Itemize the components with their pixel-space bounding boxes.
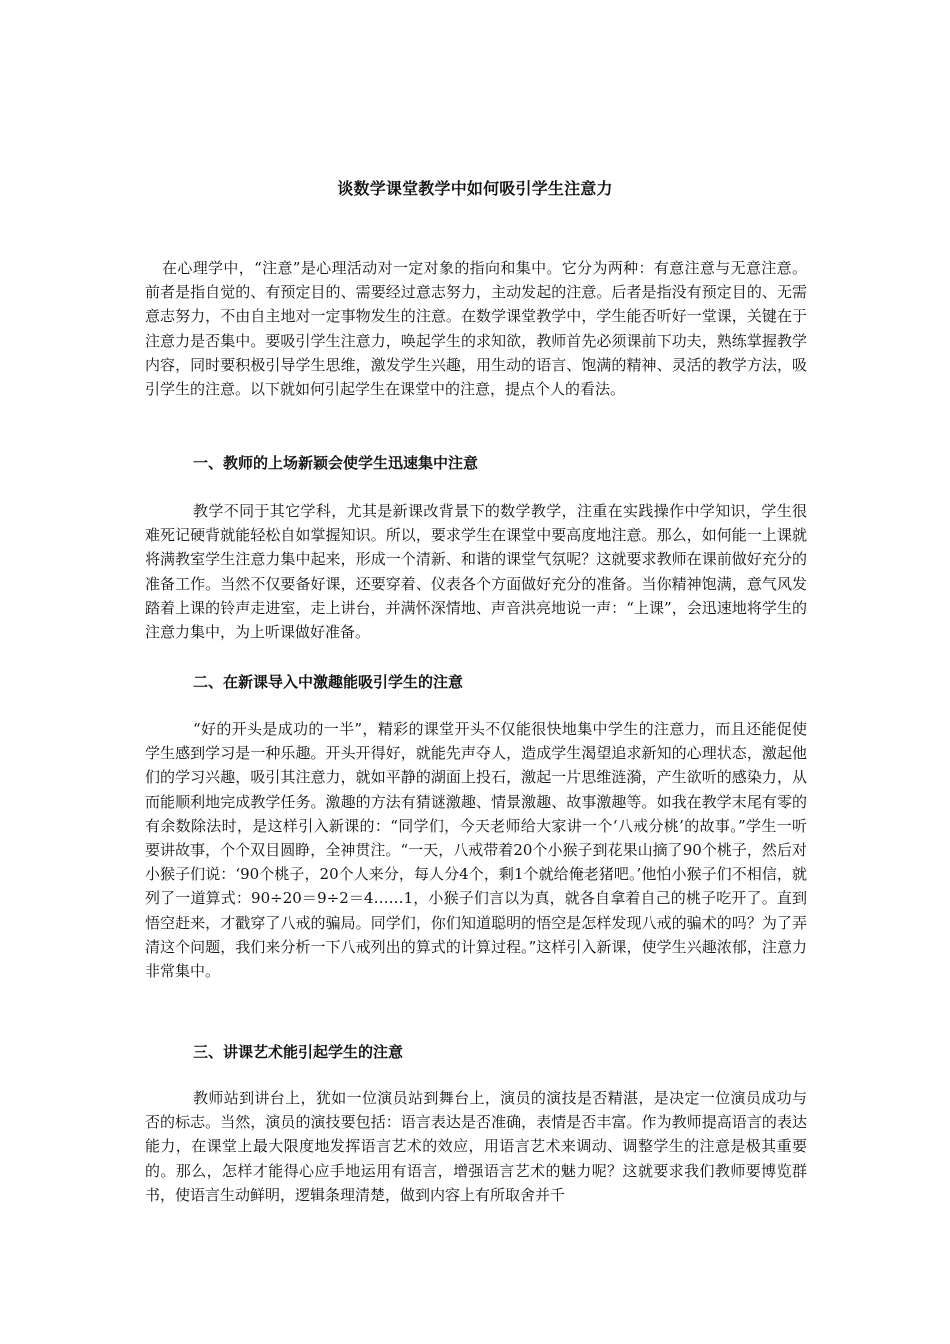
section-3-heading: 三、讲课艺术能引起学生的注意 <box>193 1043 404 1061</box>
section-1-heading: 一、教师的上场新颖会使学生迅速集中注意 <box>193 454 479 472</box>
section-3-paragraph: 教师站到讲台上，犹如一位演员站到舞台上，演员的演技是否精湛，是决定一位演员成功与否的标志。当然，演员的演技要包括：语言表达是否准确，表情是否丰富。作为教师提高语言的表达能力，在课堂上最大限度地发挥语言艺术的效应，用语言艺术来调动、调整学生的注意是极其重要的。那么，怎样才能得心应手地运用有语言，增强语言艺术的魅力呢？这就要求我们教师要博览群书，使语言生动鲜明，逻辑条理清楚，做到内容上有所取舍并千 <box>145 1089 807 1204</box>
intro-paragraph: 在心理学中，“注意”是心理活动对一定对象的指向和集中。它分为两种：有意注意与无意注意。前者是指自觉的、有预定目的、需要经过意志努力，主动发起的注意。后者是指没有预定目的、无需意志努力，不由自主地对一定事物发生的注意。在数学课堂教学中，学生能否听好一堂课，关键在于注意力是否集中。要吸引学生注意力，唤起学生的求知欲，教师首先必须课前下功夫，熟练掌握教学内容，同时要积极引导学生思维，激发学生兴趣，用生动的语言、饱满的精神、灵活的教学方法，吸引学生的注意。以下就如何引起学生在课堂中的注意，提点个人的看法。 <box>145 259 807 399</box>
document-title: 谈数学课堂教学中如何吸引学生注意力 <box>337 179 613 198</box>
section-1-paragraph: 教学不同于其它学科，尤其是新课改背景下的数学教学，注重在实践操作中学知识，学生很难死记硬背就能轻松自如掌握知识。所以，要求学生在课堂中要高度地注意。那么，如何能一上课就将满教室学生注意力集中起来，形成一个清新、和谐的课堂气氛呢？这就要求教师在课前做好充分的准备工作。当然不仅要备好课，还要穿着、仪表各个方面做好充分的准备。当你精神饱满，意气风发踏着上课的铃声走进室，走上讲台，并满怀深情地、声音洪亮地说一声：“上课”，会迅速地将学生的注意力集中，为上听课做好准备。 <box>145 502 807 642</box>
section-2-heading: 二、在新课导入中激趣能吸引学生的注意 <box>193 673 464 691</box>
section-2-paragraph: “好的开头是成功的一半”，精彩的课堂开头不仅能很快地集中学生的注意力，而且还能促使学生感到学习是一种乐趣。开头开得好，就能先声夺人，造成学生渴望追求新知的心理状态，激起他们的学习兴趣，吸引其注意力，就如平静的湖面上投石，激起一片思维涟漪，产生欲听的感染力，从而能顺利地完成教学任务。激趣的方法有猜谜激趣、情景激趣、故事激趣等。如我在教学末尾有零的有余数除法时，是这样引入新课的：“同学们，今天老师给大家讲一个‘八戒分桃’的故事。”学生一听要讲故事，个个双目圆睁，全神贯注。“一天，八戒带着20个小猴子到花果山摘了90个桃子，然后对小猴子们说：‘90个桃子，20个人来分，每人分4个，剩1个就给俺老猪吧。’他怕小猴子们不相信，就列了一道算式：90÷20＝9÷2＝4……1，小猴子们言以为真，就各自拿着自己的桃子吃开了。直到悟空赶来，才戳穿了八戒的骗局。同学们，你们知道聪明的悟空是怎样发现八戒的骗术的吗？为了弄清这个问题，我们来分析一下八戒列出的算式的计算过程。”这样引入新课，使学生兴趣浓郁，注意力非常集中。 <box>145 720 807 981</box>
